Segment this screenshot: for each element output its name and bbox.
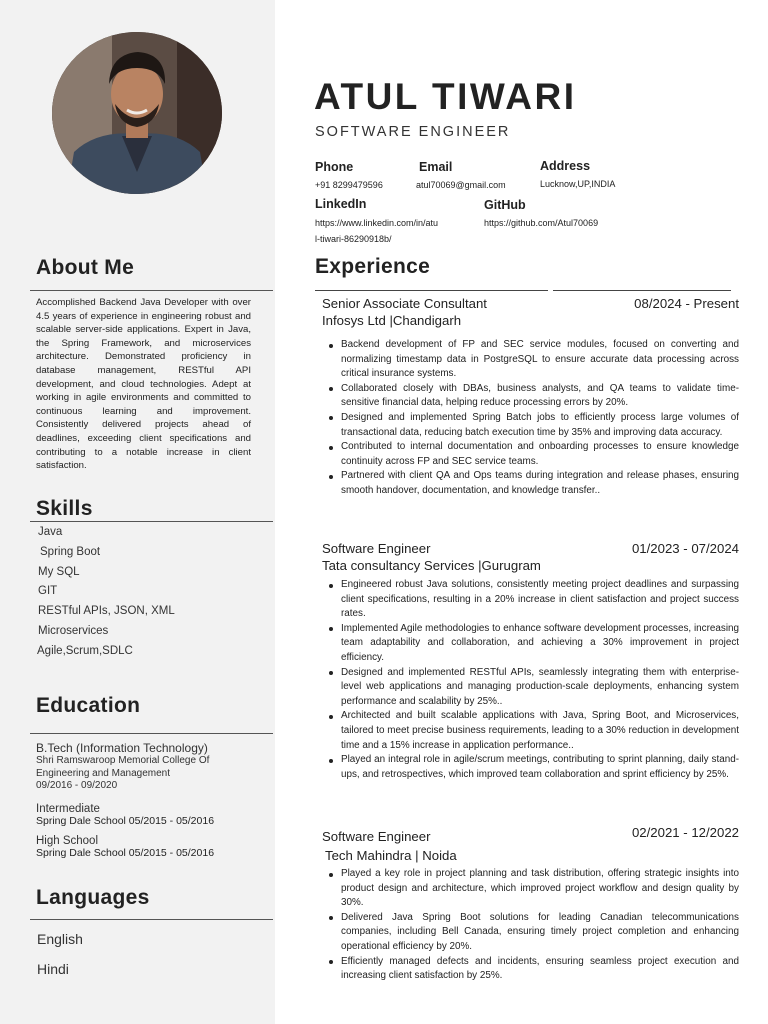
about-divider	[30, 290, 273, 291]
education-degree-block	[36, 741, 271, 793]
job-company: Tech Mahindra | Noida	[325, 848, 457, 863]
job-bullets	[341, 338, 739, 499]
linkedin-link-continued[interactable]: l-tiwari-86290918b/	[315, 234, 392, 244]
language-item: English	[37, 931, 83, 947]
job-bullets	[341, 867, 739, 984]
about-text: Accomplished Backend Java Developer with over 4.5 years of experience in engineering robust and scalable server-side applications. Expert in Java, the Spring Framework, and microservices architecture. Demonstrated proficiency in database management, RESTful API development, and cloud technologies. Adept at working in agile environments and committed to continuous learning and improvement. Consistently delivered projects ahead of deadlines, exceeding client specifications and contributing to a notable increase in client satisfaction.	[36, 297, 251, 472]
bullet-item: Engineered robust Java solutions, consistently meeting project deadlines and surpassing client specifications, resulting in a 20% increase in client satisfaction and project success rates.	[341, 578, 739, 622]
skills-divider	[30, 521, 273, 522]
skill-item: Java	[38, 526, 63, 538]
job-dates: 01/2023 - 07/2024	[631, 541, 739, 556]
phone-label: Phone	[315, 160, 354, 174]
skills-heading: Skills	[36, 497, 93, 520]
job-title: Software Engineer	[322, 541, 431, 556]
email-value[interactable]: atul70069@gmail.com	[416, 180, 506, 190]
degree-title: B.Tech (Information Technology)	[36, 741, 208, 755]
experience-heading: Experience	[315, 255, 431, 278]
bullet-item: Implemented Agile methodologies to enhance software development processes, increasing team adaptability and collaboration, and achieving a 30% improvement in project efficiency.	[341, 622, 739, 666]
language-item: Hindi	[37, 961, 69, 977]
skill-item: Agile,Scrum,SDLC	[37, 644, 133, 657]
profile-photo	[52, 32, 222, 194]
job-company: Infosys Ltd |Chandigarh	[322, 313, 462, 328]
job-dates: 08/2024 - Present	[634, 296, 739, 311]
email-label: Email	[419, 160, 453, 174]
highschool-school: Spring Dale School 05/2015 - 05/2016	[36, 847, 215, 859]
address-value: Lucknow,UP,INDIA	[540, 179, 616, 189]
bullet-item: Delivered Java Spring Boot solutions for leading Canadian telecommunications companies, including Bell Canada, ensuring timely project completion and enhancing operational efficiency by 20%.	[341, 911, 739, 955]
job-bullets	[341, 578, 739, 782]
intermediate-label: Intermediate	[36, 803, 100, 815]
job-dates: 02/2021 - 12/2022	[631, 825, 739, 840]
skill-item: RESTful APIs, JSON, XML	[38, 605, 175, 618]
education-intermediate-block	[36, 803, 271, 827]
skill-item: My SQL	[38, 565, 80, 578]
skills-list	[38, 524, 175, 663]
highschool-label: High School	[36, 835, 99, 847]
skill-item: Spring Boot	[40, 545, 101, 558]
address-label: Address	[540, 159, 591, 173]
intermediate-school: Spring Dale School 05/2015 - 05/2016	[36, 815, 215, 827]
bullet-item: Contributed to internal documentation and onboarding processes to ensure knowledge continuity across FP and SEC service teams.	[341, 440, 739, 469]
education-heading: Education	[36, 694, 141, 717]
experience-divider-left	[315, 290, 548, 291]
experience-divider-right	[553, 290, 731, 291]
sidebar	[0, 0, 275, 1024]
job-company: Tata consultancy Services |Gurugram	[322, 558, 541, 573]
bullet-item: Partnered with client QA and Ops teams during integration and release phases, ensuring smooth handover, documentation, and knowledge transfer..	[341, 469, 739, 498]
skill-item: GIT	[38, 585, 58, 598]
college-name-line1: Shri Ramswaroop Memorial College Of	[36, 755, 210, 766]
skill-item: Microservices	[38, 624, 109, 637]
job-title: Software Engineer	[322, 829, 431, 844]
bullet-item: Designed and implemented RESTful APIs, seamlessly integrating them with enterprise-level web applications and managing production-scale deployments, enhancing system performance and scalability by 25%..	[341, 666, 739, 710]
profile-photo-image	[52, 32, 222, 194]
github-link[interactable]: https://github.com/Atul70069	[484, 218, 599, 228]
bullet-item: Played a key role in project planning and task distribution, offering strategic insights into product design and architecture, which improved project workflow and design quality by 30%.	[341, 867, 739, 911]
bullet-item: Collaborated closely with DBAs, business analysts, and QA teams to validate time-sensitive financial data, helping reduce processing errors by 20%.	[341, 382, 739, 411]
bullet-item: Architected and built scalable applications with Java, Spring Boot, and Microservices, tailored to meet precise business requirements, leading to a 30% reduction in development time and a 15% increase in application performance..	[341, 709, 739, 753]
degree-dates: 09/2016 - 09/2020	[36, 780, 118, 791]
languages-heading: Languages	[36, 886, 150, 909]
github-label: GitHub	[484, 198, 526, 212]
about-heading: About Me	[36, 256, 135, 279]
college-name-line2: Engineering and Management	[36, 767, 170, 779]
linkedin-link[interactable]: https://www.linkedin.com/in/atu	[315, 218, 439, 228]
bullet-item: Efficiently managed defects and incidents, ensuring seamless project execution and increasing client satisfaction by 25%.	[341, 955, 739, 984]
languages-divider	[30, 919, 273, 920]
bullet-item: Designed and implemented Spring Batch jobs to efficiently process large volumes of transactional data, reducing batch execution time by 35% and improving data accuracy.	[341, 411, 739, 440]
education-highschool-block	[36, 835, 271, 859]
phone-value[interactable]: +91 8299479596	[315, 180, 383, 190]
bullet-item: Played an integral role in agile/scrum meetings, contributing to sprint planning, daily stand-ups, and retrospectives, which improved team collaboration and sprint efficiency by 25%.	[341, 753, 739, 782]
candidate-name: ATUL TIWARI	[314, 76, 577, 117]
bullet-item: Backend development of FP and SEC service modules, focused on converting and normalizing timestamp data in PostgreSQL to ensure accurate data processing across critical insurance systems.	[341, 338, 739, 382]
candidate-role: SOFTWARE ENGINEER	[315, 124, 511, 140]
linkedin-label: LinkedIn	[315, 197, 367, 211]
education-divider	[30, 733, 273, 734]
job-title: Senior Associate Consultant	[322, 296, 487, 311]
